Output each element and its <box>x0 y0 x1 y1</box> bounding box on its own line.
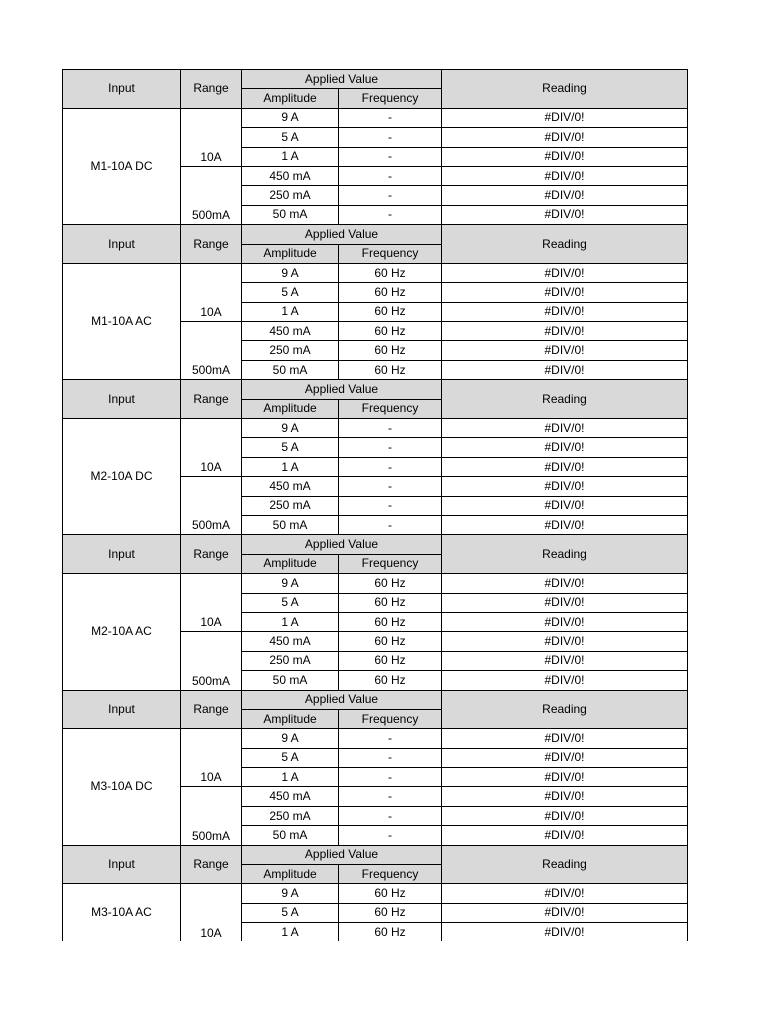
header-reading: Reading <box>442 70 688 109</box>
reading-cell: #DIV/0! <box>442 341 688 360</box>
amplitude-cell: 450 mA <box>242 322 339 341</box>
table-row <box>63 108 688 127</box>
frequency-cell: - <box>339 806 442 825</box>
amplitude-cell: 9 A <box>242 884 339 903</box>
reading-cell: #DIV/0! <box>442 283 688 302</box>
reading-cell: #DIV/0! <box>442 632 688 651</box>
frequency-cell: 60 Hz <box>339 593 442 612</box>
reading-cell: #DIV/0! <box>442 826 688 845</box>
reading-cell: #DIV/0! <box>442 360 688 379</box>
frequency-cell: 60 Hz <box>339 632 442 651</box>
range-low-cell: 500mA <box>181 166 242 224</box>
input-cell: M2-10A AC <box>63 574 181 690</box>
frequency-cell: 60 Hz <box>339 903 442 922</box>
amplitude-cell: 50 mA <box>242 205 339 224</box>
reading-cell: #DIV/0! <box>442 671 688 690</box>
frequency-cell: - <box>339 186 442 205</box>
header-reading: Reading <box>442 380 688 419</box>
range-high-cell: 10A <box>181 884 242 941</box>
reading-cell: #DIV/0! <box>442 496 688 515</box>
header-frequency: Frequency <box>339 244 442 263</box>
frequency-cell: - <box>339 457 442 476</box>
header-row <box>63 845 688 864</box>
header-input: Input <box>63 70 181 109</box>
frequency-cell: 60 Hz <box>339 574 442 593</box>
frequency-cell: - <box>339 826 442 845</box>
frequency-cell: - <box>339 729 442 748</box>
amplitude-cell: 1 A <box>242 768 339 787</box>
reading-cell: #DIV/0! <box>442 302 688 321</box>
amplitude-cell: 450 mA <box>242 632 339 651</box>
header-range: Range <box>181 70 242 109</box>
amplitude-cell: 250 mA <box>242 496 339 515</box>
amplitude-cell: 250 mA <box>242 806 339 825</box>
amplitude-cell: 1 A <box>242 612 339 631</box>
reading-cell: #DIV/0! <box>442 787 688 806</box>
reading-cell: #DIV/0! <box>442 147 688 166</box>
amplitude-cell: 1 A <box>242 302 339 321</box>
range-high-cell: 10A <box>181 574 242 632</box>
reading-cell: #DIV/0! <box>442 515 688 534</box>
frequency-cell: - <box>339 108 442 127</box>
header-frequency: Frequency <box>339 709 442 728</box>
range-high-cell: 10A <box>181 263 242 321</box>
table-row <box>63 884 688 903</box>
range-low-cell: 500mA <box>181 477 242 535</box>
header-applied-value: Applied Value <box>242 845 442 864</box>
header-reading: Reading <box>442 225 688 264</box>
amplitude-cell: 50 mA <box>242 360 339 379</box>
reading-cell: #DIV/0! <box>442 729 688 748</box>
header-range: Range <box>181 690 242 729</box>
frequency-cell: - <box>339 748 442 767</box>
header-range: Range <box>181 535 242 574</box>
amplitude-cell: 450 mA <box>242 787 339 806</box>
reading-cell: #DIV/0! <box>442 128 688 147</box>
frequency-cell: 60 Hz <box>339 341 442 360</box>
header-reading: Reading <box>442 690 688 729</box>
frequency-cell: - <box>339 147 442 166</box>
header-row <box>63 225 688 244</box>
header-input: Input <box>63 225 181 264</box>
reading-cell: #DIV/0! <box>442 768 688 787</box>
range-high-cell: 10A <box>181 419 242 477</box>
header-amplitude: Amplitude <box>242 244 339 263</box>
reading-cell: #DIV/0! <box>442 263 688 282</box>
amplitude-cell: 9 A <box>242 729 339 748</box>
input-cell: M3-10A DC <box>63 729 181 845</box>
frequency-cell: 60 Hz <box>339 263 442 282</box>
header-amplitude: Amplitude <box>242 399 339 418</box>
header-applied-value: Applied Value <box>242 70 442 89</box>
amplitude-cell: 5 A <box>242 748 339 767</box>
amplitude-cell: 9 A <box>242 263 339 282</box>
header-applied-value: Applied Value <box>242 690 442 709</box>
reading-cell: #DIV/0! <box>442 322 688 341</box>
header-frequency: Frequency <box>339 89 442 108</box>
header-applied-value: Applied Value <box>242 535 442 554</box>
header-amplitude: Amplitude <box>242 865 339 884</box>
amplitude-cell: 50 mA <box>242 671 339 690</box>
input-cell: M1-10A AC <box>63 263 181 379</box>
amplitude-cell: 250 mA <box>242 186 339 205</box>
reading-cell: #DIV/0! <box>442 593 688 612</box>
header-applied-value: Applied Value <box>242 380 442 399</box>
header-input: Input <box>63 380 181 419</box>
amplitude-cell: 5 A <box>242 903 339 922</box>
frequency-cell: - <box>339 515 442 534</box>
header-row <box>63 380 688 399</box>
table-row <box>63 419 688 438</box>
frequency-cell: - <box>339 166 442 185</box>
header-reading: Reading <box>442 845 688 884</box>
frequency-cell: - <box>339 128 442 147</box>
reading-cell: #DIV/0! <box>442 419 688 438</box>
amplitude-cell: 450 mA <box>242 166 339 185</box>
range-high-cell: 10A <box>181 729 242 787</box>
amplitude-cell: 5 A <box>242 593 339 612</box>
frequency-cell: 60 Hz <box>339 283 442 302</box>
spreadsheet-page <box>62 69 688 941</box>
amplitude-cell: 5 A <box>242 128 339 147</box>
amplitude-cell: 9 A <box>242 419 339 438</box>
frequency-cell: 60 Hz <box>339 612 442 631</box>
header-range: Range <box>181 845 242 884</box>
header-amplitude: Amplitude <box>242 709 339 728</box>
input-cell: M1-10A DC <box>63 108 181 224</box>
reading-cell: #DIV/0! <box>442 903 688 922</box>
header-row <box>63 70 688 89</box>
range-low-cell: 500mA <box>181 787 242 845</box>
range-low-cell: 500mA <box>181 322 242 380</box>
header-reading: Reading <box>442 535 688 574</box>
header-frequency: Frequency <box>339 399 442 418</box>
header-frequency: Frequency <box>339 865 442 884</box>
amplitude-cell: 50 mA <box>242 515 339 534</box>
header-range: Range <box>181 225 242 264</box>
frequency-cell: - <box>339 768 442 787</box>
amplitude-cell: 9 A <box>242 574 339 593</box>
header-amplitude: Amplitude <box>242 89 339 108</box>
range-low-cell: 500mA <box>181 632 242 690</box>
reading-cell: #DIV/0! <box>442 574 688 593</box>
reading-cell: #DIV/0! <box>442 438 688 457</box>
frequency-cell: 60 Hz <box>339 302 442 321</box>
amplitude-cell: 9 A <box>242 108 339 127</box>
amplitude-cell: 1 A <box>242 147 339 166</box>
reading-cell: #DIV/0! <box>442 923 688 941</box>
frequency-cell: - <box>339 496 442 515</box>
frequency-cell: 60 Hz <box>339 923 442 941</box>
header-input: Input <box>63 690 181 729</box>
header-row <box>63 535 688 554</box>
frequency-cell: - <box>339 438 442 457</box>
header-frequency: Frequency <box>339 554 442 573</box>
frequency-cell: - <box>339 419 442 438</box>
reading-cell: #DIV/0! <box>442 166 688 185</box>
frequency-cell: 60 Hz <box>339 671 442 690</box>
reading-cell: #DIV/0! <box>442 457 688 476</box>
frequency-cell: - <box>339 205 442 224</box>
reading-cell: #DIV/0! <box>442 748 688 767</box>
amplitude-cell: 5 A <box>242 438 339 457</box>
frequency-cell: 60 Hz <box>339 360 442 379</box>
header-row <box>63 690 688 709</box>
range-high-cell: 10A <box>181 108 242 166</box>
frequency-cell: - <box>339 787 442 806</box>
input-cell: M3-10A AC <box>63 884 181 941</box>
frequency-cell: 60 Hz <box>339 884 442 903</box>
reading-cell: #DIV/0! <box>442 651 688 670</box>
frequency-cell: 60 Hz <box>339 322 442 341</box>
reading-cell: #DIV/0! <box>442 612 688 631</box>
reading-cell: #DIV/0! <box>442 108 688 127</box>
reading-cell: #DIV/0! <box>442 186 688 205</box>
reading-cell: #DIV/0! <box>442 884 688 903</box>
frequency-cell: 60 Hz <box>339 651 442 670</box>
header-input: Input <box>63 845 181 884</box>
frequency-cell: - <box>339 477 442 496</box>
reading-cell: #DIV/0! <box>442 205 688 224</box>
amplitude-cell: 250 mA <box>242 651 339 670</box>
reading-cell: #DIV/0! <box>442 477 688 496</box>
amplitude-cell: 5 A <box>242 283 339 302</box>
amplitude-cell: 1 A <box>242 457 339 476</box>
amplitude-cell: 250 mA <box>242 341 339 360</box>
header-amplitude: Amplitude <box>242 554 339 573</box>
table-row <box>63 263 688 282</box>
amplitude-cell: 1 A <box>242 923 339 941</box>
reading-cell: #DIV/0! <box>442 806 688 825</box>
amplitude-cell: 50 mA <box>242 826 339 845</box>
table-row <box>63 574 688 593</box>
amplitude-cell: 450 mA <box>242 477 339 496</box>
calibration-table <box>62 69 688 941</box>
table-row <box>63 729 688 748</box>
header-applied-value: Applied Value <box>242 225 442 244</box>
header-range: Range <box>181 380 242 419</box>
header-input: Input <box>63 535 181 574</box>
input-cell: M2-10A DC <box>63 419 181 535</box>
